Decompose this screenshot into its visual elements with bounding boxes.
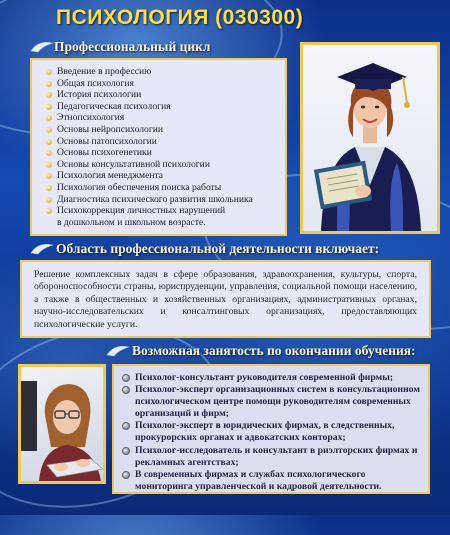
- computer-user-illustration: [21, 367, 103, 481]
- wing-icon: [106, 345, 130, 357]
- employment-panel: [112, 364, 430, 494]
- bullet-icon: [46, 208, 52, 214]
- bullet-icon: [122, 422, 130, 430]
- activity-area-panel: Решение комплексных задач в сфере образования, здравоохранения, культуры, спорта, обороноспособности страны, юриспруденции, управления, социальной помощи населению, а также в общественных и хозяйственных организациях, административных органах, научно-исследовательских и консалтинговых организациях, предоставляющих психологические услуги.: [20, 260, 431, 338]
- list-item: Введение в профессию: [46, 66, 279, 78]
- list-item: Этнопсихология: [46, 112, 279, 124]
- list-item: Психолог-эксперт в юридических фирмах, в следственных, прокурорских органах и адвокатских конторах;: [122, 420, 420, 444]
- section-heading-employment: Возможная занятость по окончании обучения:: [132, 343, 416, 358]
- bullet-icon: [46, 150, 52, 156]
- graduate-photo: [300, 42, 440, 234]
- bullet-icon: [122, 471, 130, 479]
- bullet-icon: [46, 197, 52, 203]
- bullet-icon: [46, 185, 52, 191]
- bullet-icon: [122, 374, 130, 382]
- list-item: Диагностика психического развития школьника: [46, 194, 279, 206]
- list-item: Основы патопсихологии: [46, 136, 279, 148]
- graduate-illustration: [303, 45, 437, 231]
- list-item: Общая психология: [46, 78, 279, 90]
- bullet-icon: [122, 386, 130, 394]
- list-item: Психология менеджмента: [46, 170, 279, 182]
- section-heading-professional-cycle: Профессиональный цикл: [54, 39, 211, 54]
- bullet-icon: [46, 69, 52, 75]
- bullet-icon: [46, 173, 52, 179]
- wing-icon: [30, 243, 54, 255]
- bullet-icon: [46, 115, 52, 121]
- list-item: Психокоррекция личностных нарушений в дошкольном и школьном возрасте.: [46, 205, 279, 228]
- bullet-icon: [46, 139, 52, 145]
- bullet-icon: [46, 81, 52, 87]
- employment-list: [122, 372, 420, 493]
- courses-list: [46, 66, 279, 228]
- list-item: Психолог-консультант руководителя современной фирмы;: [122, 372, 420, 384]
- list-item: Основы консультативной психологии: [46, 159, 279, 171]
- list-item: Педагогическая психология: [46, 101, 279, 113]
- list-item: Основы психогенетики: [46, 147, 279, 159]
- bullet-icon: [122, 447, 130, 455]
- courses-panel: [30, 58, 287, 236]
- list-item-continuation: в дошкольном и школьном возрасте.: [57, 216, 206, 228]
- wing-icon: [30, 41, 54, 53]
- list-item: История психологии: [46, 89, 279, 101]
- bullet-icon: [46, 92, 52, 98]
- bullet-icon: [46, 104, 52, 110]
- list-item: В современных фирмах и службах психологического мониторинга управленческой и кадровой деятельности.: [122, 469, 420, 493]
- list-item: Психолог-исследователь и консультант в риэлторских фирмах и рекламных агентствах;: [122, 445, 420, 469]
- list-item: Основы нейропсихологии: [46, 124, 279, 136]
- bullet-icon: [46, 162, 52, 168]
- list-item: Психология обеспечения поиска работы: [46, 182, 279, 194]
- section-heading-activity-area: Область профессиональной деятельности включает:: [56, 241, 380, 256]
- list-item: Психолог-эксперт организационных систем в консультационном психологическом центре помощи руководителям современных организаций и фирм;: [122, 384, 420, 420]
- page-title: ПСИХОЛОГИЯ (030300): [56, 6, 304, 29]
- computer-user-photo: [18, 364, 106, 484]
- bullet-icon: [46, 127, 52, 133]
